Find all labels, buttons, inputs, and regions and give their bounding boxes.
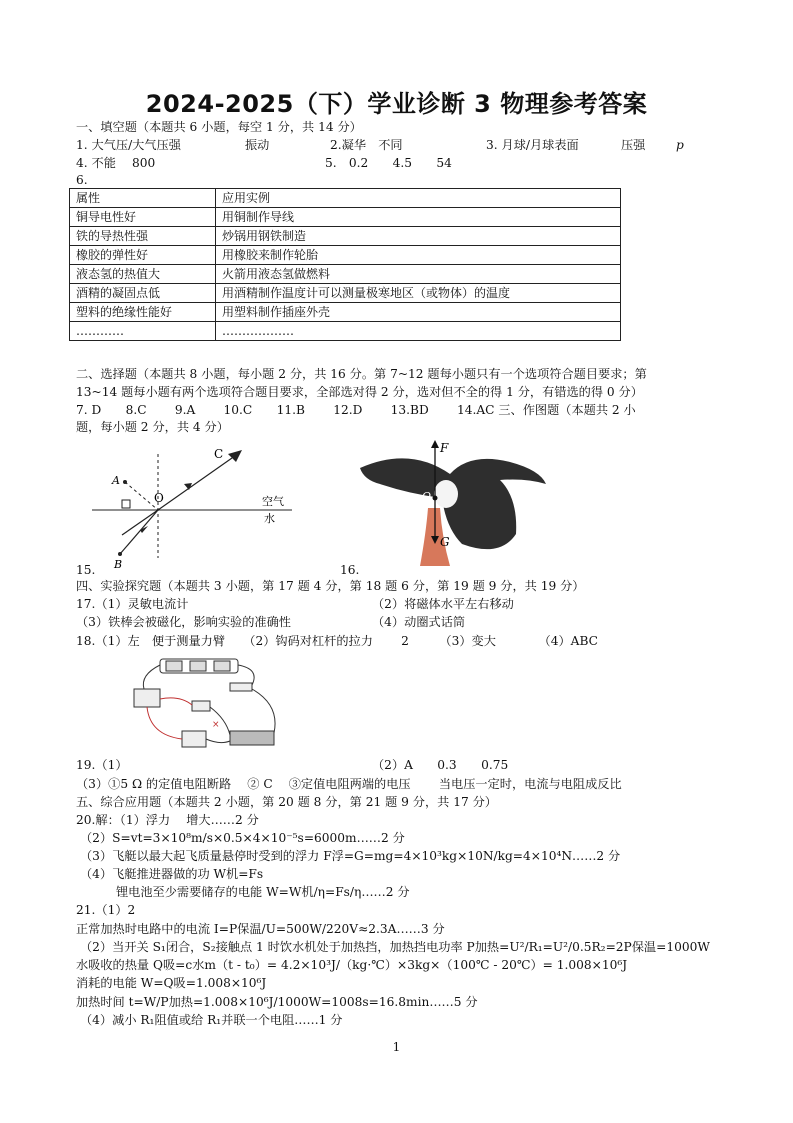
table-row [70,265,621,284]
point-o [433,496,438,501]
refracted-ray [158,458,232,510]
answer-20-2: （2）S=vt=3×10⁸m/s×0.5×4×10⁻⁵s=6000m……2 分 [80,831,405,845]
answer-21-1: 21.（1）2 [76,903,136,917]
label-air: 空气 [262,495,284,508]
ammeter-icon [182,731,206,747]
answer-21-3: （2）当开关 S₁闭合，S₂接触点 1 时饮水机处于加热挡，加热挡电功率 P加热=U²/R₁=U²/0.5R₂=2P保温=1000W [80,940,710,954]
section-4-heading: 四、实验探究题（本题共 3 小题，第 17 题 4 分，第 18 题 6 分，第 19 题 9 分，共 19 分） [76,579,585,593]
table-cell: 塑料的绝缘性能好 [70,303,216,322]
table-cell: 用铜制作导线 [216,208,621,227]
answer-6-label: 6. [76,173,88,187]
answer-17-2: （2）将磁体水平左右移动 [372,597,514,611]
figure-19-circuit-diagram [130,655,300,755]
table-cell: 火箭用液态氢做燃料 [216,265,621,284]
answer-5: 5. 0.2 4.5 54 [325,156,452,170]
table-cell: 铜导电性好 [70,208,216,227]
answer-3: 3. 月球/月球表面 [486,138,579,152]
section-1-heading: 一、填空题（本题共 6 小题，每空 1 分，共 14 分） [76,120,362,134]
table-header-cell: 属性 [70,189,216,208]
choice-answers: 7. D 8.C 9.A 10.C 11.B 12.D 13.BD 14.AC 三、作图题（本题共 2 小 [76,403,636,417]
answer-19-3: （3）①5 Ω 的定值电阻断路 ② C ③定值电阻两端的电压 当电压一定时，电流与电阻成反比 [76,777,622,791]
rheostat-icon [230,731,274,745]
table-cell: 液态氢的热值大 [70,265,216,284]
answer-3b: 压强 [621,138,646,152]
table-cell: 用酒精制作温度计可以测量极寒地区（或物体）的温度 [216,284,621,303]
properties-table [69,188,621,341]
page-title: 2024-2025（下）学业诊断 3 物理参考答案 [145,90,648,118]
table-cell: 用塑料制作插座外壳 [216,303,621,322]
answer-3c: p [676,138,684,152]
section-3-heading-cont: 题，每小题 2 分，共 4 分） [76,420,229,434]
table-cell: 用橡胶来制作轮胎 [216,246,621,265]
table-cell: 铁的导热性强 [70,227,216,246]
battery-cell-icon [166,661,182,671]
table-cell: 酒精的凝固点低 [70,284,216,303]
answer-18: 18.（1）左 便于测量力臂 （2）钩码对杠杆的拉力 2 （3）变大 （4）ABC [76,634,598,648]
answer-4: 4. 不能 800 [76,156,156,170]
table-row [70,227,621,246]
figure-16-balance-bird [350,438,550,568]
answer-21-2: 正常加热时电路中的电流 I=P保温/U=500W/220V≈2.3A……3 分 [76,922,445,936]
answer-19-2: （2）A 0.3 0.75 [372,758,509,772]
answer-20-3: （3）飞艇以最大起飞质量悬停时受到的浮力 F浮=G=mg=4×10³kg×10N/kg=4×10⁴N……2 分 [80,849,621,863]
table-row [70,303,621,322]
label-o: O [154,491,164,505]
resistor-icon [192,701,210,711]
label-b: B [114,558,123,570]
answer-17-4: （4）动圈式话筒 [372,615,466,629]
cross-mark: × [212,720,220,730]
label-o: O [422,490,432,503]
label-f: F [440,441,449,455]
wire-added [147,707,182,739]
eye-icon [228,450,242,462]
arrow-head [431,440,439,448]
bird-head-icon [434,480,458,508]
table-cell: ……………… [216,322,621,341]
wire [238,665,254,685]
answer-1b: 振动 [245,138,270,152]
section-2-heading-line2: 13~14 题每小题有两个选项符合题目要求，全部选对得 2 分，选对但不全的得 1 分，有错选的得 0 分） [76,385,643,399]
wire [206,739,230,743]
answer-17-3: （3）铁棒会被磁化，影响实验的准确性 [76,615,291,629]
answer-1: 1. 大气压/大气压强 [76,138,181,152]
answer-21-6: 加热时间 t=W/P加热=1.008×10⁶J/1000W=1008s=16.8min……5 分 [76,995,478,1009]
wire [252,689,275,733]
table-cell: 炒锅用钢铁制造 [216,227,621,246]
table-header-cell: 应用实例 [216,189,621,208]
section-2-heading-line1: 二、选择题（本题共 8 小题，每小题 2 分，共 16 分。第 7~12 题每小题只有一个选项符合题目要求；第 [76,367,647,381]
answer-21-5: 消耗的电能 W=Q吸=1.008×10⁶J [76,976,267,990]
wire-added [160,698,192,705]
table-cell: ………… [70,322,216,341]
section-5-heading: 五、综合应用题（本题共 2 小题，第 20 题 8 分，第 21 题 9 分，共 17 分） [76,795,497,809]
battery-cell-icon [214,661,230,671]
answer-19-1: 19.（1） [76,758,128,772]
figure-15-optics-diagram [92,440,302,570]
label-c: C [214,447,224,461]
table-row [70,322,621,341]
voltmeter-icon [134,689,160,707]
table-row [70,208,621,227]
label-water: 水 [264,512,275,525]
table-row [70,246,621,265]
figure-16-number: 16. [340,563,360,577]
label-g: G [440,535,450,549]
point-a [123,480,127,484]
battery-cell-icon [190,661,206,671]
switch-icon [230,683,252,691]
table-header-row [70,189,621,208]
answer-21-7: （4）减小 R₁阻值或给 R₁并联一个电阻……1 分 [80,1013,343,1027]
point-b [118,552,122,556]
figure-15-number: 15. [76,563,96,577]
answer-20-5: 锂电池至少需要储存的电能 W=W机/η=Fs/η……2 分 [116,885,410,899]
answer-21-4: 水吸收的热量 Q吸=c水m（t - t₀）= 4.2×10³J/（kg·℃）×3kg×（100℃ - 20℃）= 1.008×10⁶J [76,958,628,972]
label-a: A [112,474,120,487]
table-row [70,284,621,303]
answer-17-1: 17.（1）灵敏电流计 [76,597,189,611]
answer-20-1: 20.解：（1）浮力 增大……2 分 [76,813,259,827]
wire [143,665,160,689]
answer-20-4: （4）飞艇推进器做的功 W机=Fs [80,867,264,881]
table-cell: 橡胶的弹性好 [70,246,216,265]
right-angle-mark [122,500,130,508]
answer-2: 2.凝华 不同 [330,138,403,152]
page-number: 1 [392,1040,401,1054]
